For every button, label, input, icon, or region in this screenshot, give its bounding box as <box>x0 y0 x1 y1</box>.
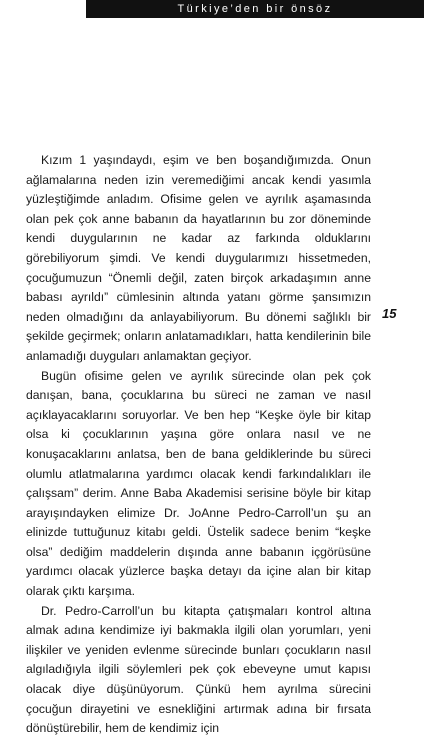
page-number: 15 <box>382 306 397 321</box>
running-header-title: Türkiye’den bir önsöz <box>177 3 333 15</box>
body-text <box>26 151 371 739</box>
paragraph: Dr. Pedro-Carroll’un bu kitapta çatışmaları kontrol altına almak adına kendimize iyi bakmakla ilgili olan yorumları, yeni ilişkiler ve yeniden evlenme sürecinde bunları çocukların nasıl algıladığıyla ilgili söylemleri pek çok ebeveyne umut kapısı olacak diye düşünüyorum. Çünkü hem ayrılma sürecini çocuğun dirayetini ve esnekliğini artırmak adına bir fırsata dönüştürebilir, hem de kendimiz için <box>26 603 371 736</box>
paragraph: Bugün ofisime gelen ve ayrılık sürecinde olan pek çok danışan, bana, çocuklarına bu süreci ne zaman ve nasıl açıklayacaklarını soruyorlar. Ve ben hep “Keşke öyle bir kitap olsa ki çocuklarının yaşına göre onlara nasıl ve ne konuşacaklarını anlatsa, ben de bana geldiklerinde bu süreci olumlu atlatmalarına yardımcı olacak kendi farkındalıkları ile çalışsam” derim. Anne Baba Akademisi serisine böyle bir kitap arayışındayken elimize Dr. JoAnne Pedro-Carroll’un şu an elinizde tuttuğunuz kitabı geldi. Üstelik sadece benim “keşke olsa” dediğim maddelerin dışında anne babanın içgörüsüne yardımcı olacak yüzlerce başka detayı da içine alan bir kitap olarak çıktı karşıma. <box>26 368 371 599</box>
paragraph: Kızım 1 yaşındaydı, eşim ve ben boşandığımızda. Onun ağlamalarına neden izin veremediğimi ancak kendi yasımla yüzleştiğimde anladım. Ofisime gelen ve ayrılık aşamasında olan pek çok anne babanın da hayatlarının bu zor döneminde kendi duygularının ne kadar az farkında olduklarını görebiliyorum şimdi. Ve kendi duygularımızı hissetmeden, çocuğumuzun “Önemli değil, zaten birçok arkadaşımın anne babası ayrıldı” cümlesinin altında yatanı görme şansımızın neden olmadığını da anlayabiliyorum. Bu dönemi sağlıklı bir şekilde geçirmek; onların anlatamadıkları, hatta kendilerinin bile anlamadığı duyguları anlamaktan geçiyor. <box>26 153 371 363</box>
running-header <box>86 0 424 18</box>
